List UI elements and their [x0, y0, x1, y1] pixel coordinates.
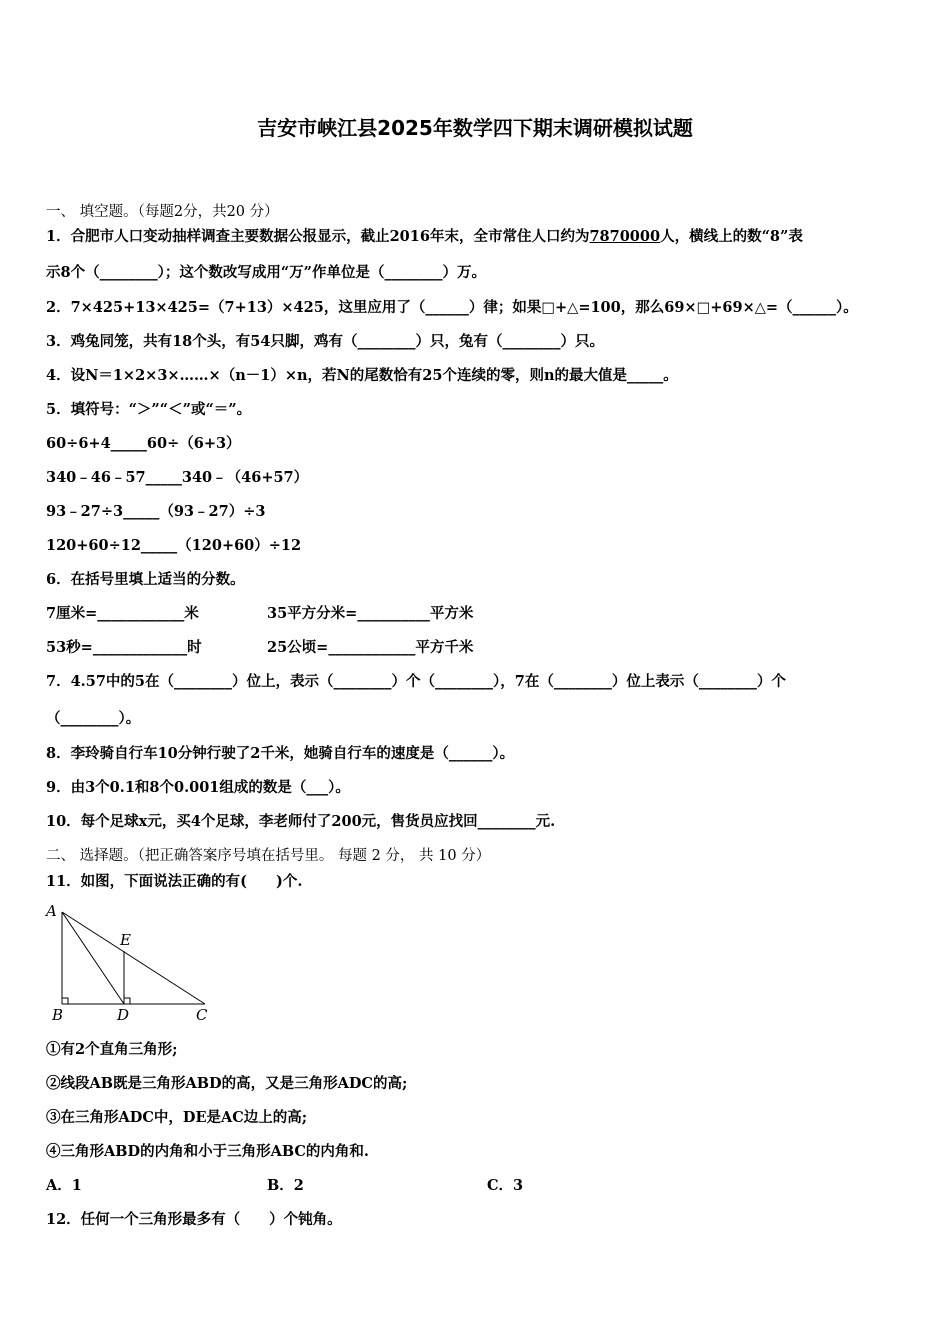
- question-7-line-1: 7．4.57中的5在（________）位上，表示（________）个（________），7在（________）位上表示（________）个: [46, 673, 786, 690]
- question-6-row2-col1: 53秒=_____________时: [46, 639, 202, 656]
- statement-2: ②线段AB既是三角形ABD的高，又是三角形ADC的高;: [46, 1075, 408, 1092]
- question-5-item: 93﹣27÷3_____（93﹣27）÷3: [46, 503, 266, 520]
- question-5-item: 340﹣46﹣57_____340﹣（46+57）: [46, 469, 309, 486]
- question-3: 3．鸡兔同笼，共有18个头，有54只脚，鸡有（________）只，兔有（________）只。: [46, 333, 604, 350]
- option-a: A．1: [46, 1177, 82, 1194]
- q1-text-b: 人，横线上的数“8”表: [660, 228, 803, 245]
- label-c: C: [196, 1006, 208, 1024]
- question-2: 2．7×425+13×425=（7+13）×425，这里应用了（______）律；如果□+△=100，那么69×□+69×△=（______）。: [46, 299, 858, 316]
- segment-ad: [62, 912, 124, 1004]
- label-e: E: [120, 931, 131, 949]
- page-title: 吉安市峡江县2025年数学四下期末调研模拟试题: [257, 116, 693, 140]
- option-b: B．2: [267, 1177, 304, 1194]
- statement-4: ④三角形ABD的内角和小于三角形ABC的内角和.: [46, 1143, 369, 1160]
- question-6-stem: 6．在括号里填上适当的分数。: [46, 571, 245, 588]
- question-6-row1-col2: 35平方分米=__________平方米: [267, 605, 474, 622]
- question-1-line-2: 示8个（________）；这个数改写成用“万”作单位是（________）万。: [46, 264, 487, 281]
- label-b: B: [52, 1006, 64, 1024]
- segment-ac: [62, 912, 205, 1004]
- triangle-figure: [40, 900, 220, 1025]
- option-c: C．3: [487, 1177, 524, 1194]
- question-5-item: 120+60÷12_____（120+60）÷12: [46, 537, 302, 554]
- question-6-row1-col1: 7厘米=____________米: [46, 605, 199, 622]
- label-a: A: [46, 902, 57, 920]
- section-1-header: 一、 填空题。（每题2分，共20 分）: [46, 204, 279, 220]
- question-7-line-2: （________）。: [46, 710, 141, 727]
- question-4: 4．设N＝1×2×3×……×（n－1）×n，若N的尾数恰有25个连续的零，则n的最大值是_____。: [46, 367, 678, 384]
- question-11-stem: 11．如图，下面说法正确的有( )个.: [46, 873, 303, 890]
- right-angle-b: [62, 998, 68, 1004]
- label-d: D: [117, 1006, 130, 1024]
- right-angle-d: [124, 998, 130, 1004]
- section-2-header: 二、 选择题。（把正确答案序号填在括号里。 每题 2 分， 共 10 分）: [46, 848, 491, 864]
- question-12: 12．任何一个三角形最多有（ ）个钝角。: [46, 1211, 342, 1228]
- question-10: 10．每个足球x元，买4个足球，李老师付了200元，售货员应找回________元.: [46, 813, 556, 830]
- statement-1: ①有2个直角三角形;: [46, 1041, 178, 1058]
- question-5-item: 60÷6+4_____60÷（6+3）: [46, 435, 241, 452]
- question-5-stem: 5．填符号：“＞”“＜”或“＝”。: [46, 401, 252, 418]
- q1-text-a: 1．合肥市人口变动抽样调查主要数据公报显示，截止2016年末，全市常住人口约为: [46, 228, 590, 245]
- question-6-row2-col2: 25公顷=____________平方千米: [267, 639, 474, 656]
- question-9: 9．由3个0.1和8个0.001组成的数是（___）。: [46, 779, 350, 796]
- statement-3: ③在三角形ADC中，DE是AC边上的高;: [46, 1109, 308, 1126]
- question-8: 8．李玲骑自行车10分钟行驶了2千米，她骑自行车的速度是（______）。: [46, 745, 515, 762]
- question-1-line-1: [46, 227, 803, 247]
- q1-underlined-number: 7870000: [589, 228, 661, 245]
